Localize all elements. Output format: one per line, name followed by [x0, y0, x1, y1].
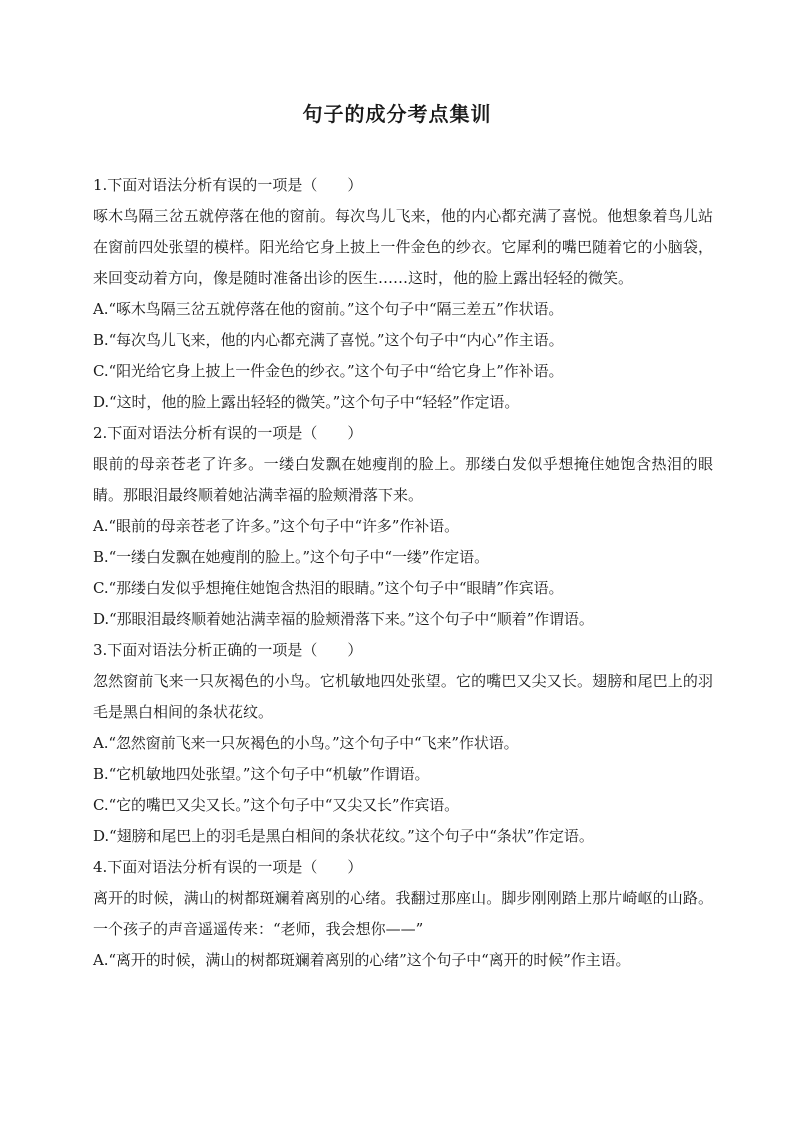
question-passage: 眼前的母亲苍老了许多。一缕白发飘在她瘦削的脸上。那缕白发似乎想掩住她饱含热泪的眼睛。那眼泪最终顺着她沾满幸福的脸颊滑落下来。: [93, 455, 713, 504]
option-b: B.“每次鸟儿飞来，他的内心都充满了喜悦。”这个句子中“内心”作主语。: [93, 331, 564, 349]
question-passage: 离开的时候，满山的树都斑斓着离别的心绪。我翻过那座山。脚步刚刚踏上那片崎岖的山路。一个孩子的声音遥遥传来：“老师，我会想你——”: [93, 889, 713, 938]
option-d: D.“那眼泪最终顺着她沾满幸福的脸颊滑落下来。”这个句子中“顺着”作谓语。: [93, 610, 594, 628]
question-4: [93, 852, 713, 976]
option-c: C.“它的嘴巴又尖又长。”这个句子中“又尖又长”作宾语。: [93, 796, 460, 814]
option-d: D.“这时，他的脸上露出轻轻的微笑。”这个句子中“轻轻”作定语。: [93, 393, 520, 411]
option-b: B.“一缕白发飘在她瘦削的脸上。”这个句子中“一缕”作定语。: [93, 548, 489, 566]
question-stem: 4.下面对语法分析有误的一项是（ ）: [93, 858, 363, 876]
option-a: A.“啄木鸟隔三岔五就停落在他的窗前。”这个句子中“隔三差五”作状语。: [93, 300, 564, 318]
option-a: A.“忽然窗前飞来一只灰褐色的小鸟。”这个句子中“飞来”作状语。: [93, 734, 519, 752]
question-passage: 忽然窗前飞来一只灰褐色的小鸟。它机敏地四处张望。它的嘴巴又尖又长。翅膀和尾巴上的羽毛是黑白相间的条状花纹。: [93, 672, 713, 721]
option-c: C.“阳光给它身上披上一件金色的纱衣。”这个句子中“给它身上”作补语。: [93, 362, 564, 380]
option-a: A.“离开的时候，满山的树都斑斓着离别的心绪”这个句子中“离开的时候”作主语。: [93, 951, 631, 969]
question-3: [93, 635, 713, 852]
question-stem: 3.下面对语法分析正确的一项是（ ）: [93, 641, 363, 659]
question-passage: 啄木鸟隔三岔五就停落在他的窗前。每次鸟儿飞来，他的内心都充满了喜悦。他想象着鸟儿站在窗前四处张望的模样。阳光给它身上披上一件金色的纱衣。它犀利的嘴巴随着它的小脑袋，来回变动着方向，像是随时准备出诊的医生……这时，他的脸上露出轻轻的微笑。: [93, 207, 713, 287]
question-stem: 2.下面对语法分析有误的一项是（ ）: [93, 424, 363, 442]
option-d: D.“翅膀和尾巴上的羽毛是黑白相间的条状花纹。”这个句子中“条状”作定语。: [93, 827, 594, 845]
question-2: [93, 418, 713, 635]
question-list: [93, 170, 713, 976]
question-1: [93, 170, 713, 418]
page-title: 句子的成分考点集训: [302, 102, 492, 126]
option-c: C.“那缕白发似乎想掩住她饱含热泪的眼睛。”这个句子中“眼睛”作宾语。: [93, 579, 564, 597]
question-stem: 1.下面对语法分析有误的一项是（ ）: [93, 176, 363, 194]
option-a: A.“眼前的母亲苍老了许多。”这个句子中“许多”作补语。: [93, 517, 459, 535]
option-b: B.“它机敏地四处张望。”这个句子中“机敏”作谓语。: [93, 765, 430, 783]
